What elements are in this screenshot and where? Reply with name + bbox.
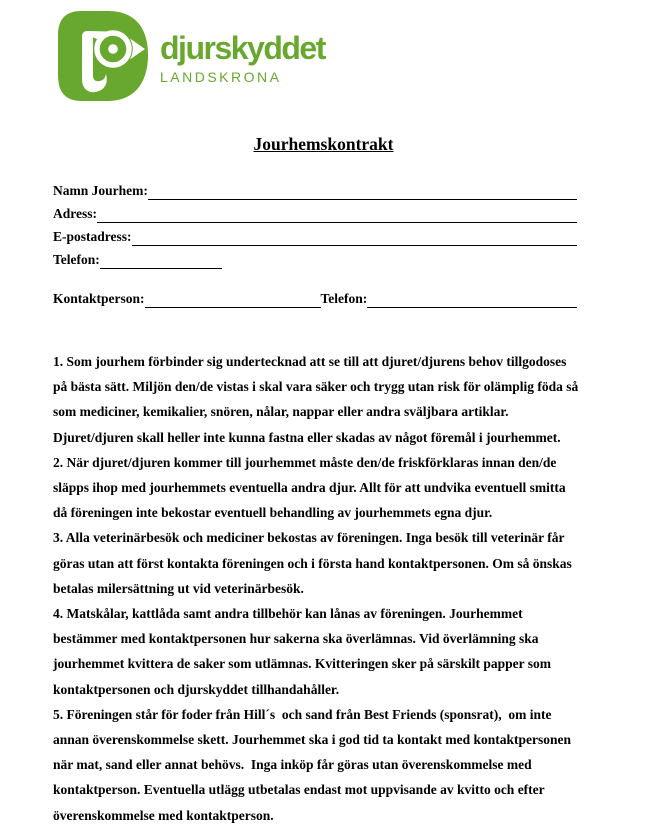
field-row-phone bbox=[53, 246, 577, 269]
term-paragraph-5: 5. Föreningen står för foder från Hill´s och sand från Best Friends (sponsrat), om inte annan överenskommelse skett. Jourhemmet ska i god tid ta kontakt med kontaktpersonen när mat, sand eller annat behövs. Inga inköp får göras utan överenskommelse med kontaktperson. Eventuella utlägg utbetalas endast mot uppvisande av kvitto och efter överenskommelse med kontaktperson. bbox=[53, 706, 575, 823]
logo-wordmark bbox=[160, 8, 325, 85]
email-label: E-postadress: bbox=[53, 229, 132, 244]
name-fill-line bbox=[148, 181, 577, 200]
term-paragraph-3: 3. Alla veterinärbesök och mediciner bekostas av föreningen. Inga besök till veterinär får göras utan att först kontakta föreningen och i första hand kontaktpersonen. Om så önskas betalas milersättning ut vid veterinärbesök. bbox=[53, 530, 576, 596]
address-label: Adress: bbox=[53, 206, 98, 221]
contact-label: Kontaktperson: bbox=[53, 291, 145, 306]
phone-label: Telefon: bbox=[53, 252, 100, 267]
title-row bbox=[0, 134, 647, 155]
name-label: Namn Jourhem: bbox=[53, 183, 148, 198]
field-row-email bbox=[53, 223, 577, 246]
contact-form bbox=[53, 177, 577, 308]
phone-fill-line bbox=[100, 250, 222, 269]
djurskyddet-logo-icon bbox=[55, 8, 151, 104]
field-row-name bbox=[53, 177, 577, 200]
org-logo bbox=[55, 8, 325, 104]
field-row-contact bbox=[53, 285, 577, 308]
contract-terms bbox=[53, 349, 582, 828]
email-fill-line bbox=[132, 227, 577, 246]
field-row-address bbox=[53, 200, 577, 223]
contact-phone-fill-line bbox=[367, 289, 577, 308]
term-paragraph-2: 2. När djuret/djuren kommer till jourhemmet måste den/de friskförklaras innan den/de släpps ihop med jourhemmets eventuella andra djur. Allt för att undvika eventuell smitta då föreningen inte bekostar eventuell behandling av jourhemmets egna djur. bbox=[53, 454, 570, 521]
address-fill-line bbox=[97, 204, 577, 223]
brand-name: djurskyddet bbox=[160, 30, 325, 66]
term-paragraph-4: 4. Matskålar, kattlåda samt andra tillbehör kan lånas av föreningen. Jourhemmet bestämmer med kontaktpersonen hur sakerna ska överlämnas. Vid överlämning ska jourhemmet kvittera de saker som utlämnas. Kvitteringen sker på särskilt papper som kontaktpersonen och djurskyddet tillhandahåller. bbox=[53, 606, 555, 697]
brand-location: LANDSKRONA bbox=[160, 69, 282, 85]
contact-phone-label: Telefon: bbox=[320, 291, 368, 306]
term-paragraph-1: 1. Som jourhem förbinder sig undertecknad att se till att djuret/djurens behov tillgodoses på bästa sätt. Miljön den/de vistas i skal vara säker och trygg utan risk för olämplig föda så som mediciner, kemikalier, snören, nålar, nappar eller andra sväljbara artiklar. Djuret/djuren skall heller inte kunna fastna eller skadas av något föremål i jourhemmet. bbox=[53, 354, 582, 445]
document-title: Jourhemskontrakt bbox=[253, 134, 394, 154]
contact-fill-line bbox=[145, 289, 321, 308]
